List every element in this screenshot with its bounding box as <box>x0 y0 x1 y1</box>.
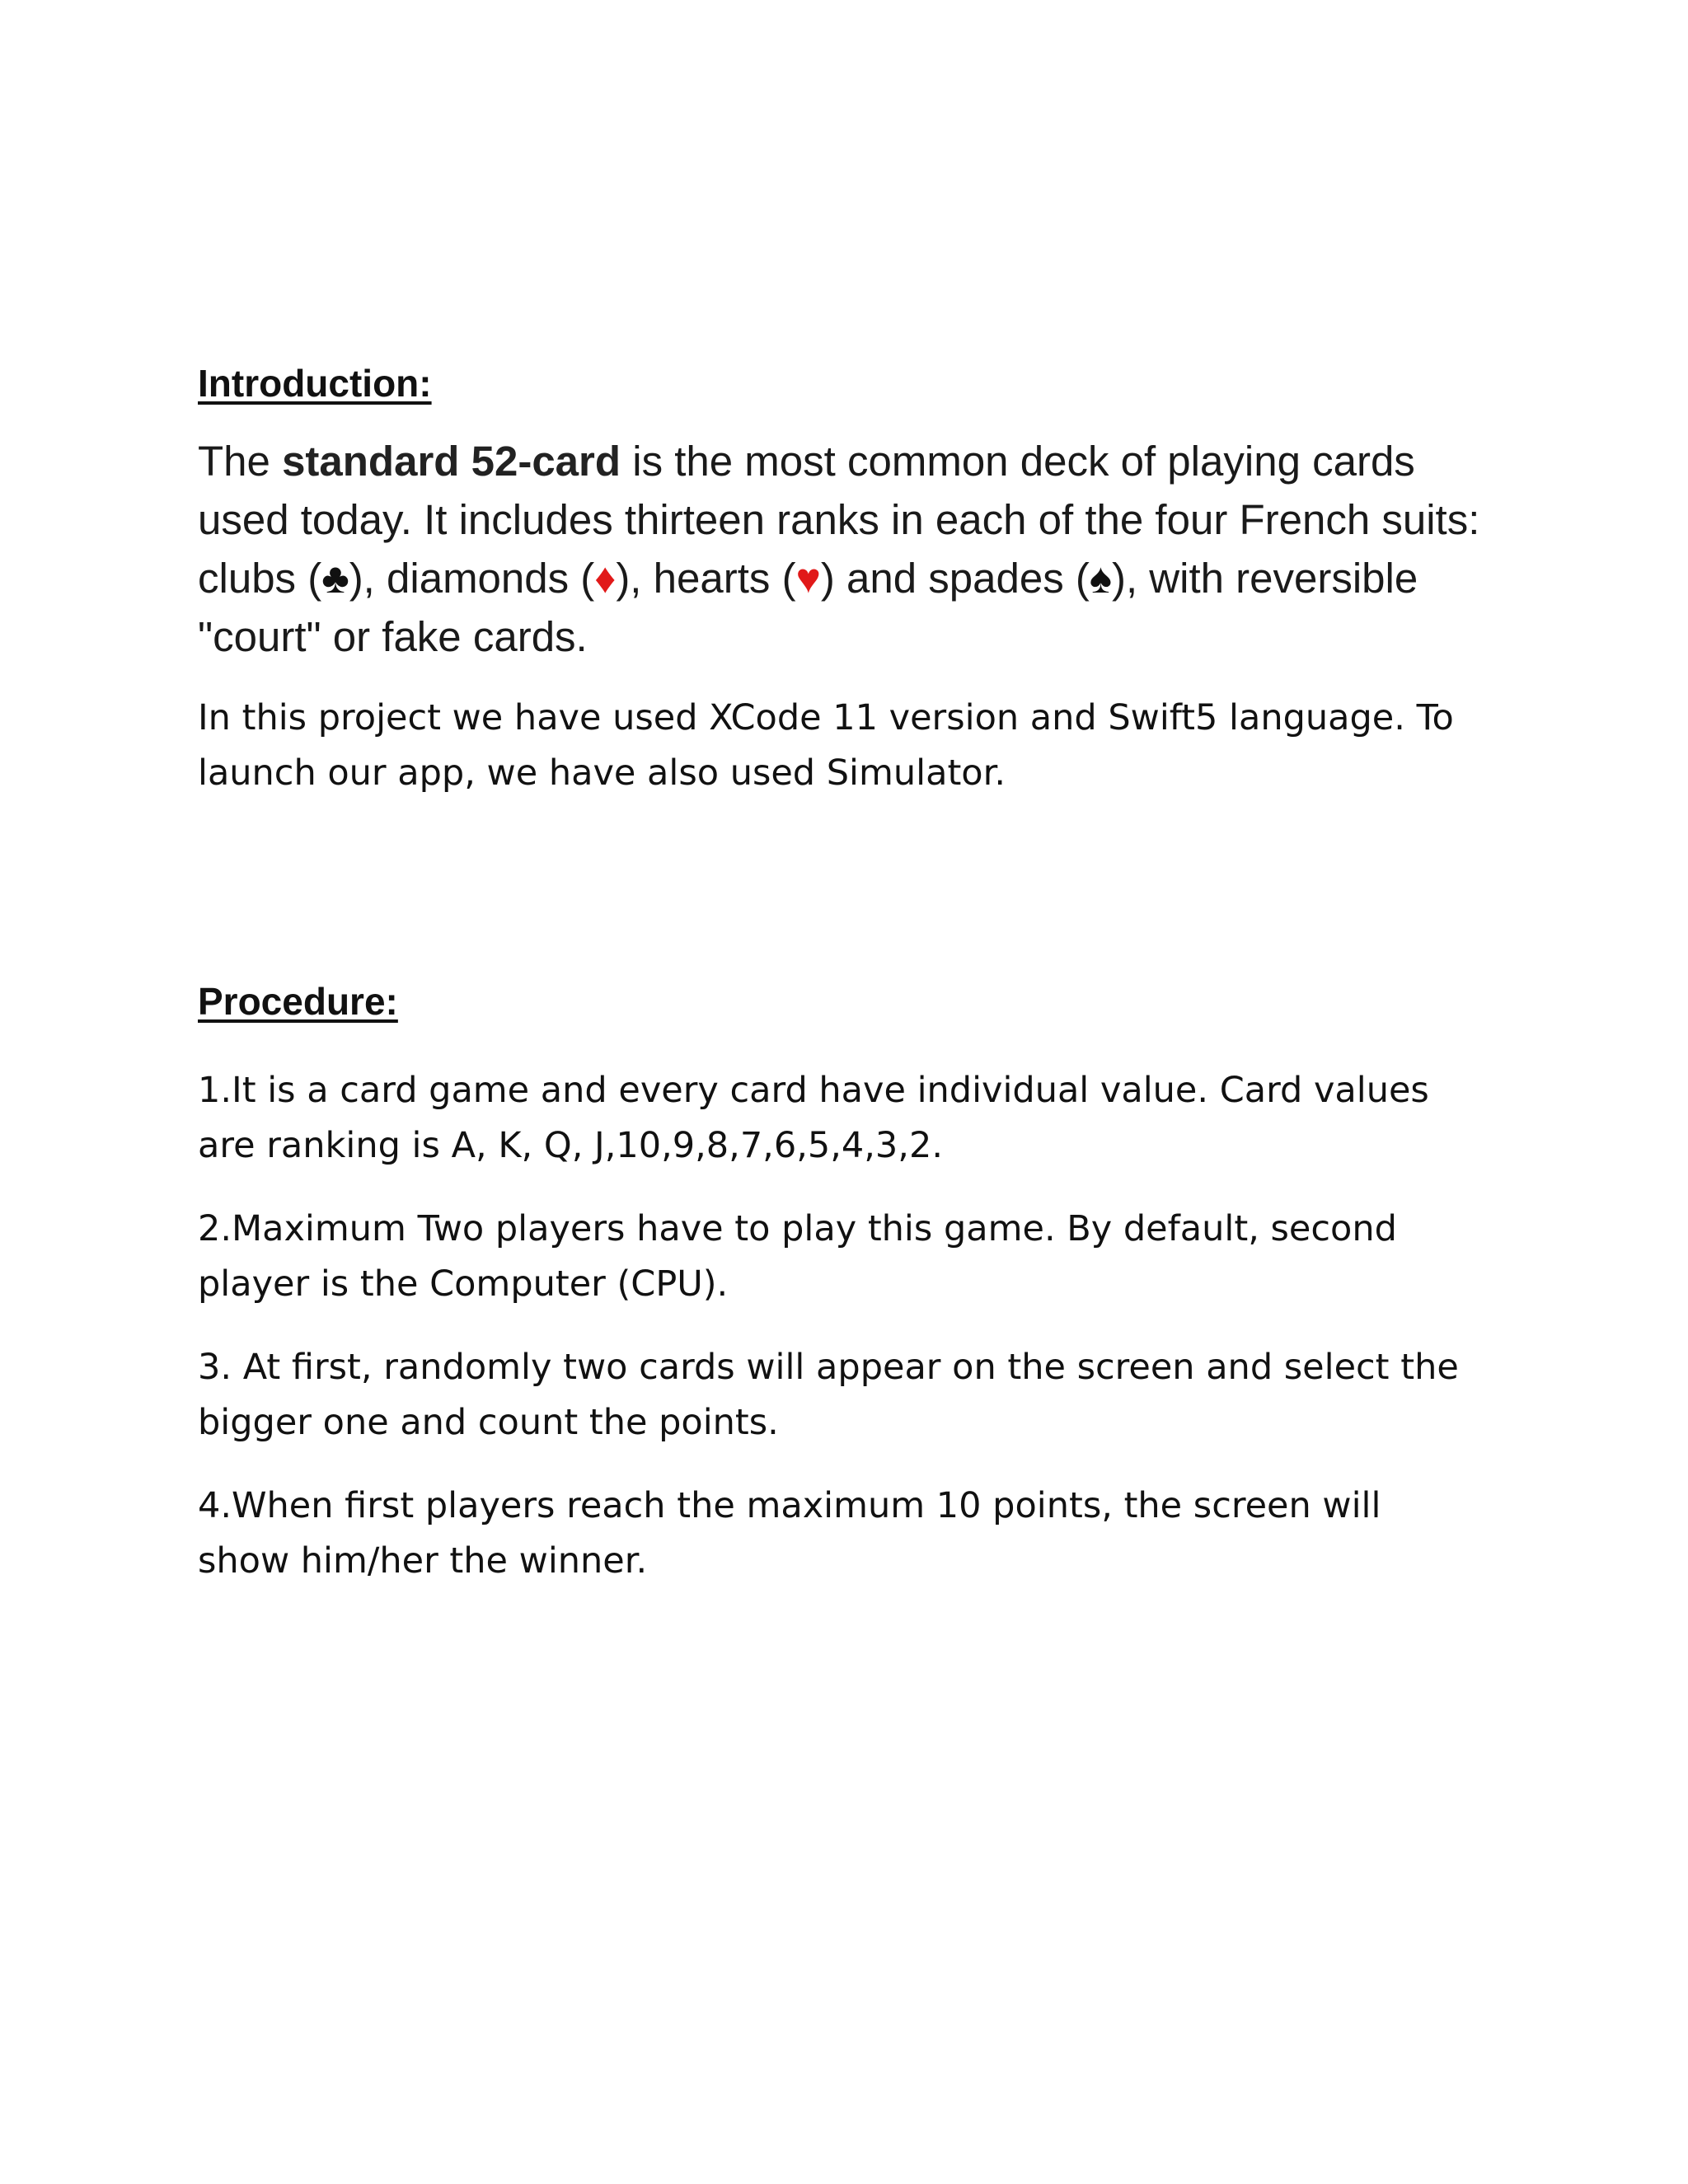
intro-text-5: ) and spades ( <box>820 555 1090 602</box>
intro-text-6: ), with reversible "court" or fake cards. <box>198 555 1418 660</box>
introduction-paragraph <box>198 432 1484 666</box>
introduction-heading: Introduction: <box>198 362 432 405</box>
diamond-icon: ♦ <box>594 555 617 602</box>
procedure-step-2: 2.Maximum Two players have to play this game. By default, second player is the Computer (CPU). <box>198 1208 1397 1305</box>
project-paragraph: In this project we have used XCode 11 version and Swift5 language. To launch our app, we have also used Simulator. <box>198 697 1454 794</box>
document-content <box>198 354 1517 1589</box>
intro-text-2: is the most common deck of playing cards used today. It includes thirteen ranks in each of the four French suits: clubs ( <box>198 438 1480 602</box>
procedure-step-3: 3. At first, randomly two cards will appear on the screen and select the bigger one and count the points. <box>198 1347 1459 1443</box>
intro-text-1: The <box>198 438 283 485</box>
intro-bold-term: standard 52-card <box>282 438 621 485</box>
procedure-heading: Procedure: <box>198 980 398 1023</box>
procedure-step-4: 4.When first players reach the maximum 10 points, the screen will show him/her the winner. <box>198 1485 1381 1582</box>
intro-text-4: ), hearts ( <box>616 555 796 602</box>
intro-text-3: ), diamonds ( <box>349 555 595 602</box>
club-icon: ♣ <box>321 555 349 602</box>
spade-icon: ♠ <box>1089 555 1112 602</box>
heart-icon: ♥ <box>795 555 821 602</box>
procedure-step-1: 1.It is a card game and every card have individual value. Card values are ranking is A, K, Q, J,10,9,8,7,6,5,4,3,2. <box>198 1070 1429 1166</box>
